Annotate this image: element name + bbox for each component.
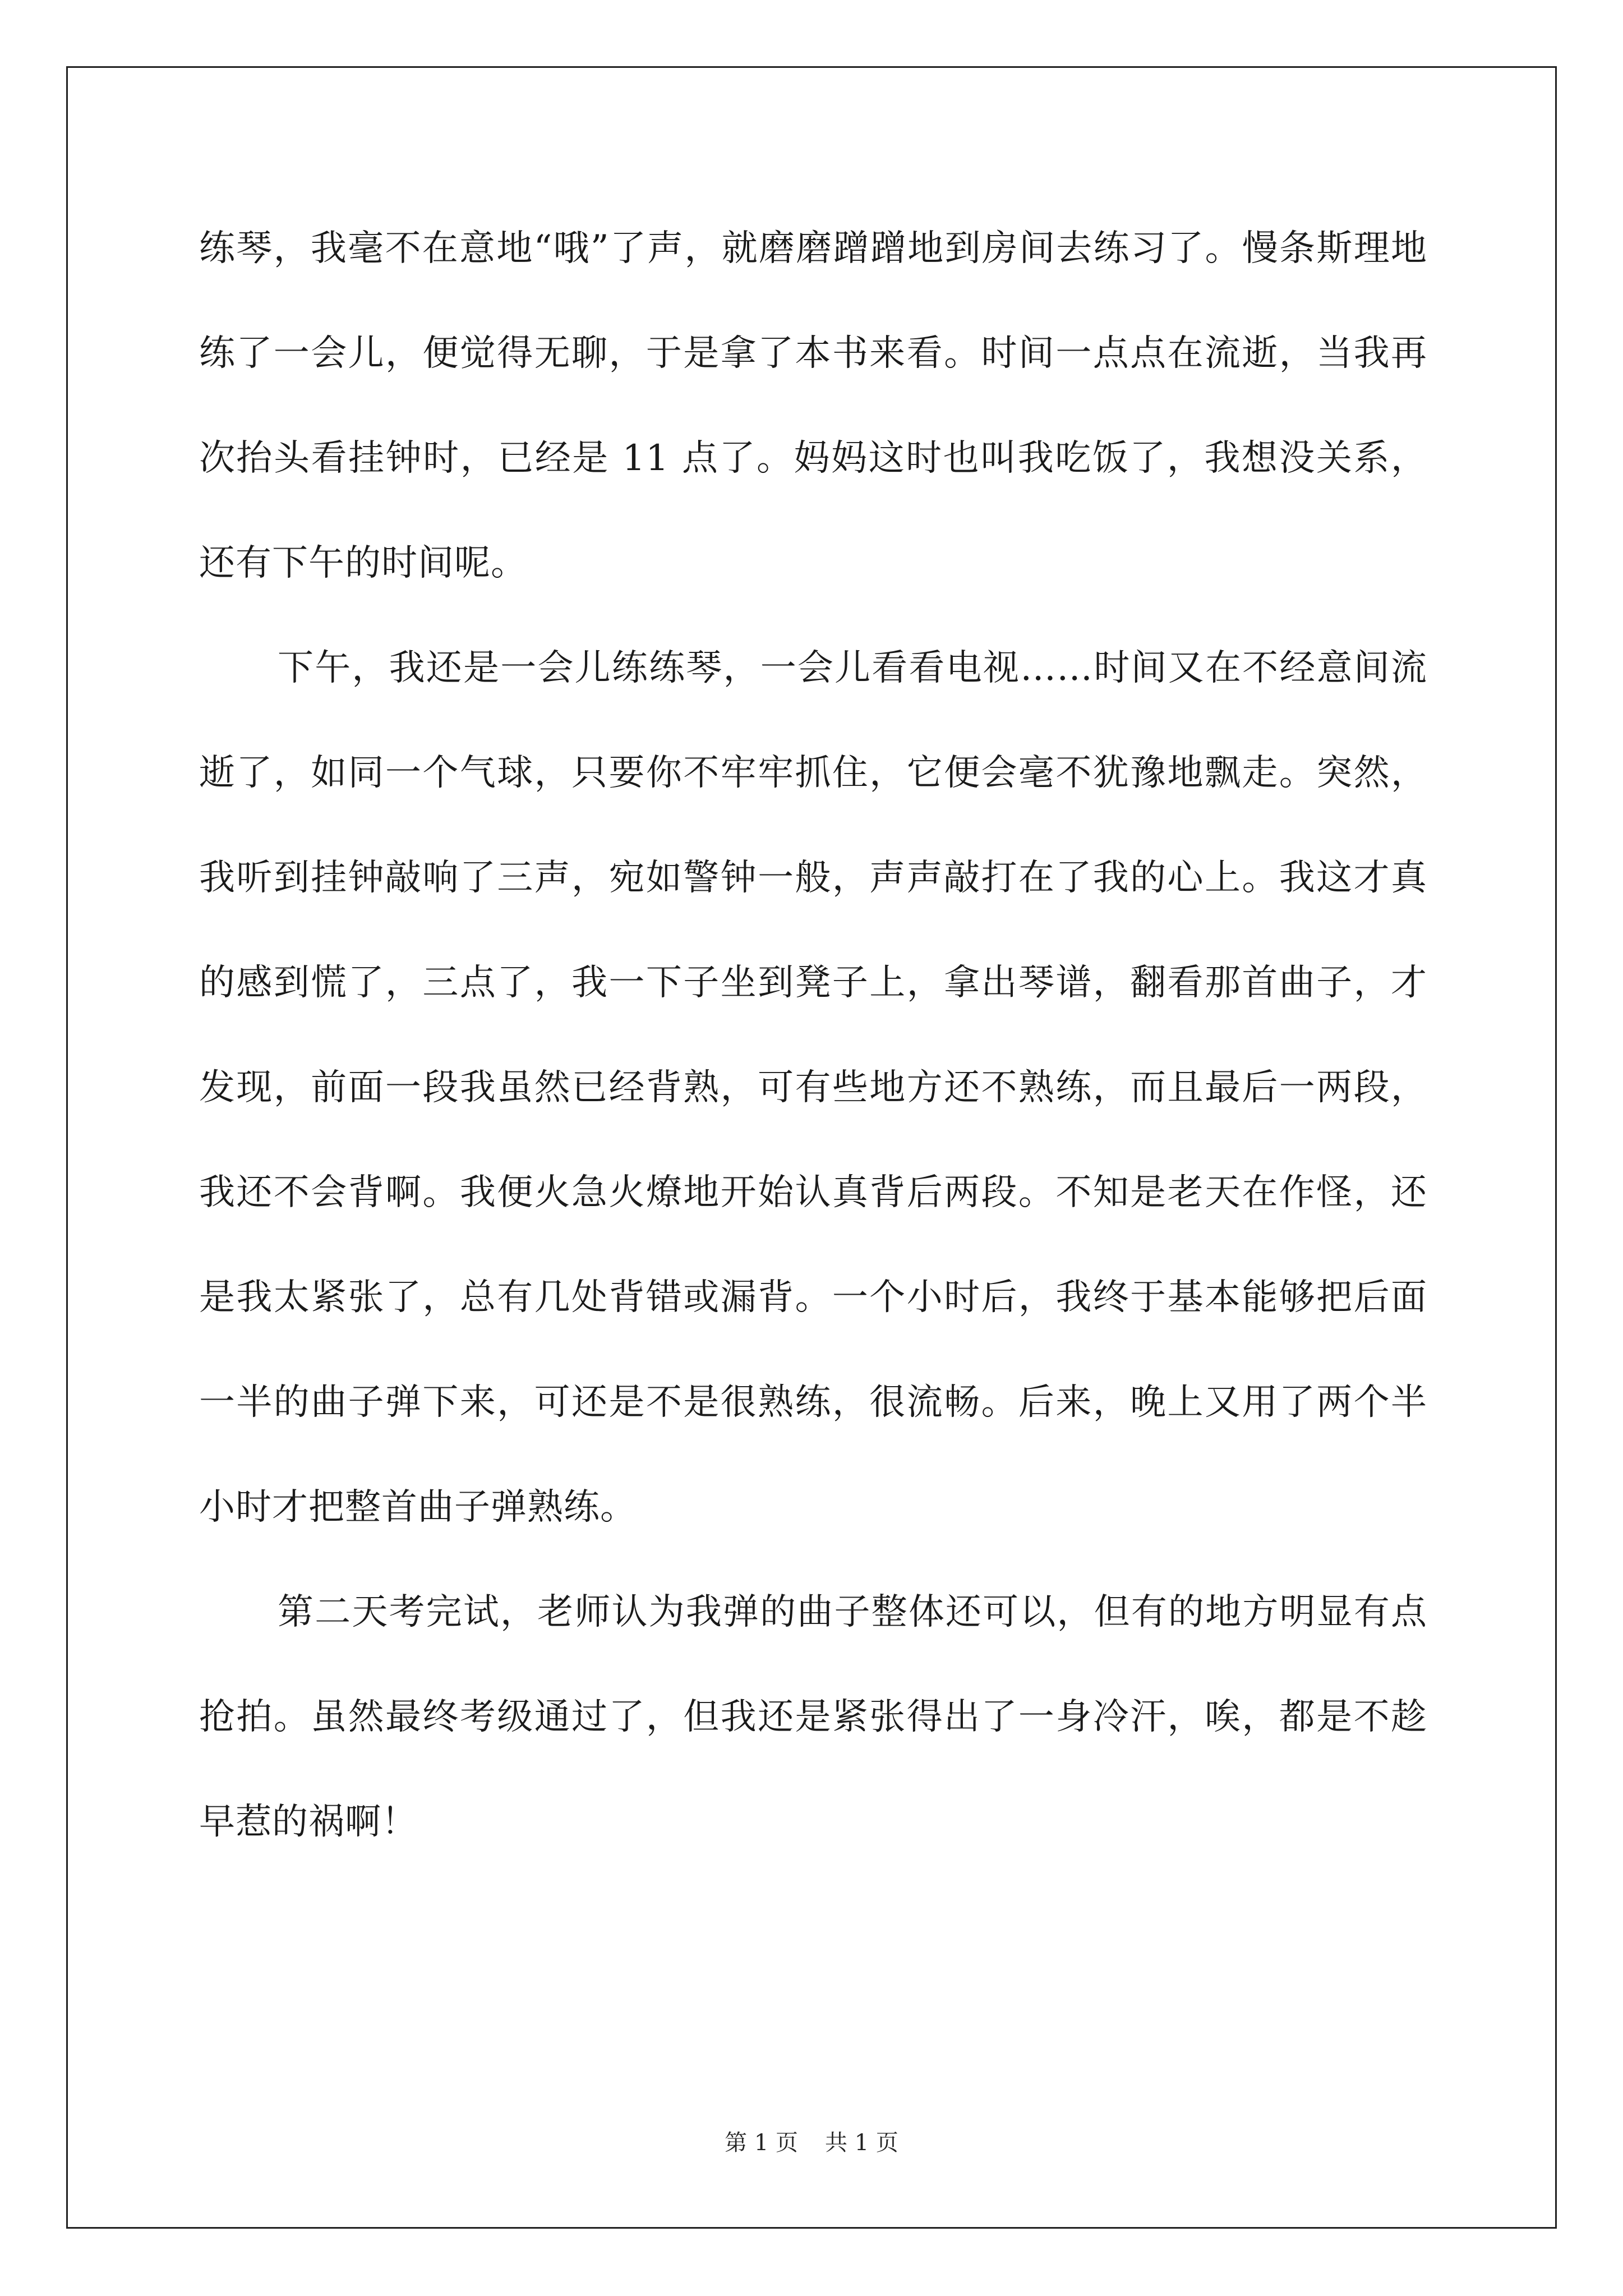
page-number-current: 第 1 页 xyxy=(725,2130,798,2156)
paragraph-3: 第二天考完试，老师认为我弹的曲子整体还可以，但有的地方明显有点抢拍。虽然最终考级通过了，但我还是紧张得出了一身冷汗，唉，都是不趁早惹的祸啊！ xyxy=(199,1591,1427,1843)
paragraph-1: 练琴，我毫不在意地“哦”了声，就磨磨蹭蹭地到房间去练习了。慢条斯理地练了一会儿，便觉得无聊，于是拿了本书来看。时间一点点在流逝，当我再次抬头看挂钟时，已经是 11 点了。妈妈这时也叫我吃饭了，我想没关系，还有下午的时间呢。 xyxy=(199,228,1427,584)
document-body xyxy=(199,196,1427,1875)
page-footer xyxy=(0,2129,1623,2157)
page-number-total: 共 1 页 xyxy=(825,2130,898,2156)
paragraph-2: 下午，我还是一会儿练练琴，一会儿看看电视……时间又在不经意间流逝了，如同一个气球，只要你不牢牢抓住，它便会毫不犹豫地飘走。突然，我听到挂钟敲响了三声，宛如警钟一般，声声敲打在了我的心上。我这才真的感到慌了，三点了，我一下子坐到凳子上，拿出琴谱，翻看那首曲子，才发现，前面一段我虽然已经背熟，可有些地方还不熟练，而且最后一两段，我还不会背啊。我便火急火燎地开始认真背后两段。不知是老天在作怪，还是我太紧张了，总有几处背错或漏背。一个小时后，我终于基本能够把后面一半的曲子弹下来，可还是不是很熟练，很流畅。后来，晚上又用了两个半小时才把整首曲子弹熟练。 xyxy=(199,647,1427,1528)
